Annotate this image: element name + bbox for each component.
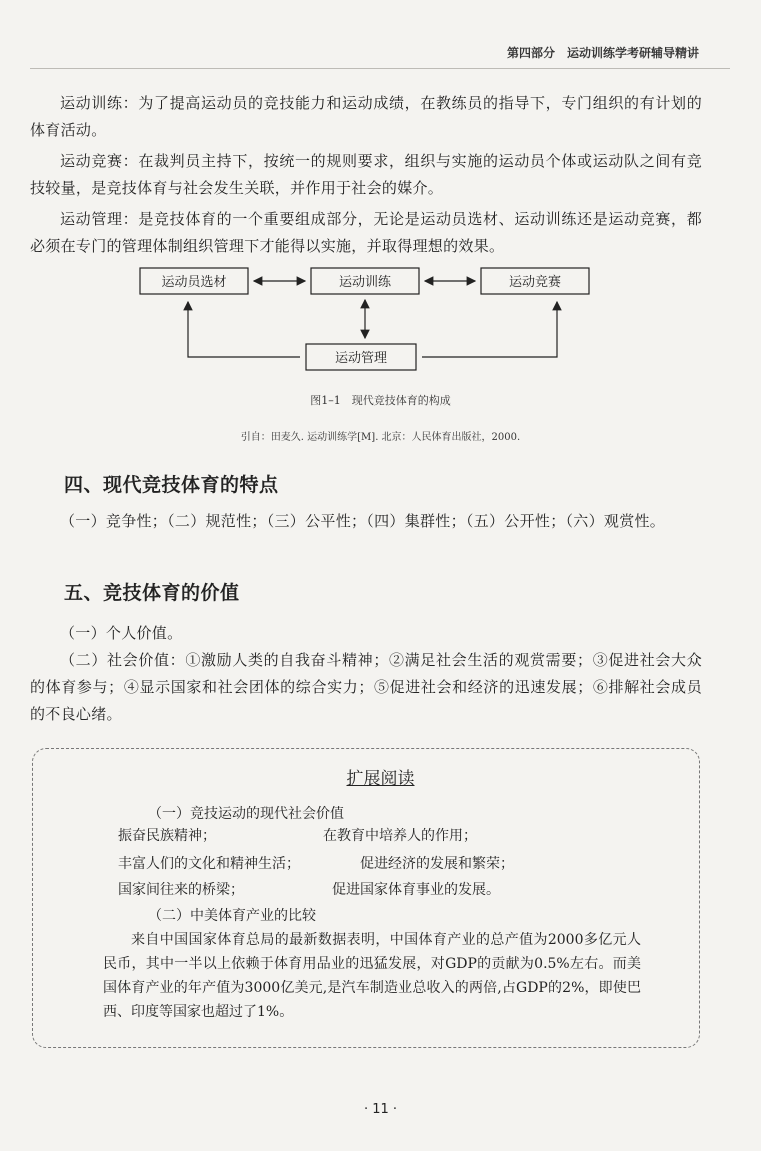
arrow-management-selection xyxy=(188,302,300,357)
ext-value-1: 振奋民族精神； xyxy=(118,828,216,844)
ext-value-4: 促进经济的发展和繁荣； xyxy=(360,856,514,872)
ext-subheading-1: （一）竞技运动的现代社会价值 xyxy=(148,806,344,822)
figure-source: 引自：田麦久. 运动训练学[M]. 北京：人民体育出版社，2000. xyxy=(240,432,521,443)
paragraph-training: 运动训练：为了提高运动员的竞技能力和运动成绩，在教练员的指导下，专门组织的有计划的体育活动。 xyxy=(30,94,702,139)
box-management-label: 运动管理 xyxy=(334,351,388,366)
box-training-label: 运动训练 xyxy=(338,275,392,290)
ext-value-5: 国家间往来的桥梁； xyxy=(118,882,244,898)
section5-heading: 五、竞技体育的价值 xyxy=(64,582,240,604)
section5-item1: （一）个人价值。 xyxy=(60,624,183,642)
section4-text: （一）竞争性；（二）规范性；（三）公平性；（四）集群性；（五）公开性；（六）观赏性。 xyxy=(60,512,666,530)
ext-body: 来自中国国家体育总局的最新数据表明，中国体育产业的总产值为2000多亿元人民币，其中一半以上依赖于体育用品业的迅猛发展，对GDP的贡献为0.5%左右。而美国体育产业的年产值为3000亿美元,是汽车制造业总收入的两倍,占GDP的2%，即使巴西、印度等国家也超过了1%。 xyxy=(103,932,641,1020)
page-number: · 11 · xyxy=(363,1102,398,1117)
arrow-management-competition xyxy=(422,302,557,357)
paragraph-management: 运动管理：是竞技体育的一个重要组成部分，无论是运动员选材、运动训练还是运动竞赛，都必须在专门的管理体制组织管理下才能得以实施，并取得理想的效果。 xyxy=(30,210,702,255)
ext-value-2: 在教育中培养人的作用； xyxy=(323,828,477,844)
header-rule xyxy=(30,68,730,69)
box-competition-label: 运动竞赛 xyxy=(508,275,562,290)
paragraph-competition: 运动竞赛：在裁判员主持下，按统一的规则要求，组织与实施的运动员个体或运动队之间有竞技较量，是竞技体育与社会发生关联，并作用于社会的媒介。 xyxy=(30,152,702,197)
ext-value-3: 丰富人们的文化和精神生活； xyxy=(118,856,300,872)
running-header: 第四部分 运动训练学考研辅导精讲 xyxy=(506,46,699,60)
extended-reading-title: 扩展阅读 xyxy=(346,769,415,789)
structure-diagram xyxy=(0,262,761,382)
ext-subheading-2: （二）中美体育产业的比较 xyxy=(148,908,316,924)
section4-heading: 四、现代竞技体育的特点 xyxy=(64,474,279,496)
section5-item2: （二）社会价值：①激励人类的自我奋斗精神；②满足社会生活的观赏需要；③促进社会大众的体育参与；④显示国家和社会团体的综合实力；⑤促进社会和经济的迅速发展；⑥排解社会成员的不良心绪。 xyxy=(30,651,702,723)
ext-value-6: 促进国家体育事业的发展。 xyxy=(332,882,500,898)
box-selection-label: 运动员选材 xyxy=(161,275,227,290)
figure-caption: 图1–1 现代竞技体育的构成 xyxy=(310,394,451,407)
